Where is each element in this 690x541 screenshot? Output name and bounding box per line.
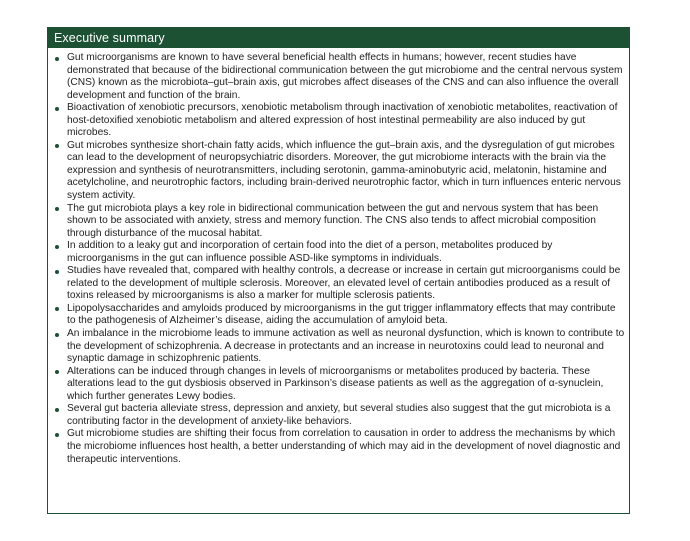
list-item-text: Gut microorganisms are known to have several beneficial health effects in humans; however, recent studies have demonstrated that because of the bidirectional communication between the gut microbiome and the central nervous system (CNS) known as the microbiota–gut–brain axis, gut microbes affect diseases of the CNS and can also influence the overall development and function of the brain. <box>67 52 623 101</box>
list-item-text: An imbalance in the microbiome leads to immune activation as well as neuronal dysfunction, which is known to contribute to the development of schizophrenia. A decrease in protectants and an increase in neurotoxins could lead to neuronal and synaptic damage in schizophrenic patients. <box>67 328 625 365</box>
bullet-icon <box>55 270 59 274</box>
bullet-icon <box>55 370 59 374</box>
list-item <box>54 328 625 366</box>
bullet-icon <box>55 408 59 412</box>
bullet-icon <box>55 333 59 337</box>
list-item-text: Several gut bacteria alleviate stress, depression and anxiety, but several studies also suggest that the gut microbiota is a contributing factor in the development of anxiety-like behaviors. <box>67 403 611 427</box>
list-item <box>54 428 625 466</box>
list-item <box>54 52 625 102</box>
list-item-text: Alterations can be induced through changes in levels of microorganisms or metabolites produced by bacteria. These alterations lead to the gut dysbiosis observed in Parkinson’s disease patients as well as the aggregation of α-synuclein, which further generates Lewy bodies. <box>67 365 604 402</box>
list-item <box>54 102 625 140</box>
list-item-text: Studies have revealed that, compared with healthy controls, a decrease or increase in certain gut microorganisms could be related to the development of multiple sclerosis. Moreover, an elevated level of certain antibodies produced as a result of toxins released by microorganisms is also a marker for multiple sclerosis patients. <box>67 265 621 302</box>
list-item-text: Gut microbiome studies are shifting their focus from correlation to causation in order to address the mechanisms by which the microbiome influences host health, a better understanding of which may aid in the development of novel diagnostic and therapeutic interventions. <box>67 428 621 465</box>
list-item-text: The gut microbiota plays a key role in bidirectional communication between the gut and nervous system that has been shown to be associated with anxiety, stress and memory function. The CNS also tends to affect microbial composition through disturbance of the mucosal habitat. <box>67 202 599 239</box>
bullet-icon <box>55 207 59 211</box>
list-item <box>54 265 625 303</box>
list-item <box>54 403 625 428</box>
executive-summary-box <box>47 27 630 514</box>
summary-header <box>48 28 629 48</box>
list-item <box>54 303 625 328</box>
list-item <box>54 203 625 241</box>
list-item-text: In addition to a leaky gut and incorporation of certain food into the diet of a person, metabolites produced by microorganisms in the gut can influence possible ASD-like symptoms in individuals. <box>67 240 553 264</box>
list-item-text: Bioactivation of xenobiotic precursors, xenobiotic metabolism through inactivation of xenobiotic metabolites, reactivation of host-detoxified xenobiotic metabolism and altered expression of host intestinal permeability are also induced by gut microbes. <box>67 102 618 139</box>
bullet-icon <box>55 107 59 111</box>
list-item <box>54 140 625 203</box>
summary-list <box>48 48 629 466</box>
bullet-icon <box>55 57 59 61</box>
bullet-icon <box>55 245 59 249</box>
list-item <box>54 240 625 265</box>
summary-title: Executive summary <box>54 31 165 45</box>
bullet-icon <box>55 433 59 437</box>
list-item-text: Gut microbes synthesize short-chain fatty acids, which influence the gut–brain axis, and the dysregulation of gut microbes can lead to the development of neuropsychiatric disorders. Moreover, the gut microbiome interacts with the brain via the expression and synthesis of neurotransmitters, including serotonin, gamma-aminobutyric acid, melatonin, histamine and acetylcholine, and neurotrophic factors, including brain-derived neurotrophic factor, which in turn influences enteric nervous system activity. <box>67 139 621 202</box>
list-item-text: Lipopolysaccharides and amyloids produced by microorganisms in the gut trigger inflammatory effects that may contribute to the pathogenesis of Alzheimer’s disease, aiding the accumulation of amyloid beta. <box>67 302 616 327</box>
list-item <box>54 366 625 404</box>
bullet-icon <box>55 144 59 148</box>
bullet-icon <box>55 307 59 311</box>
